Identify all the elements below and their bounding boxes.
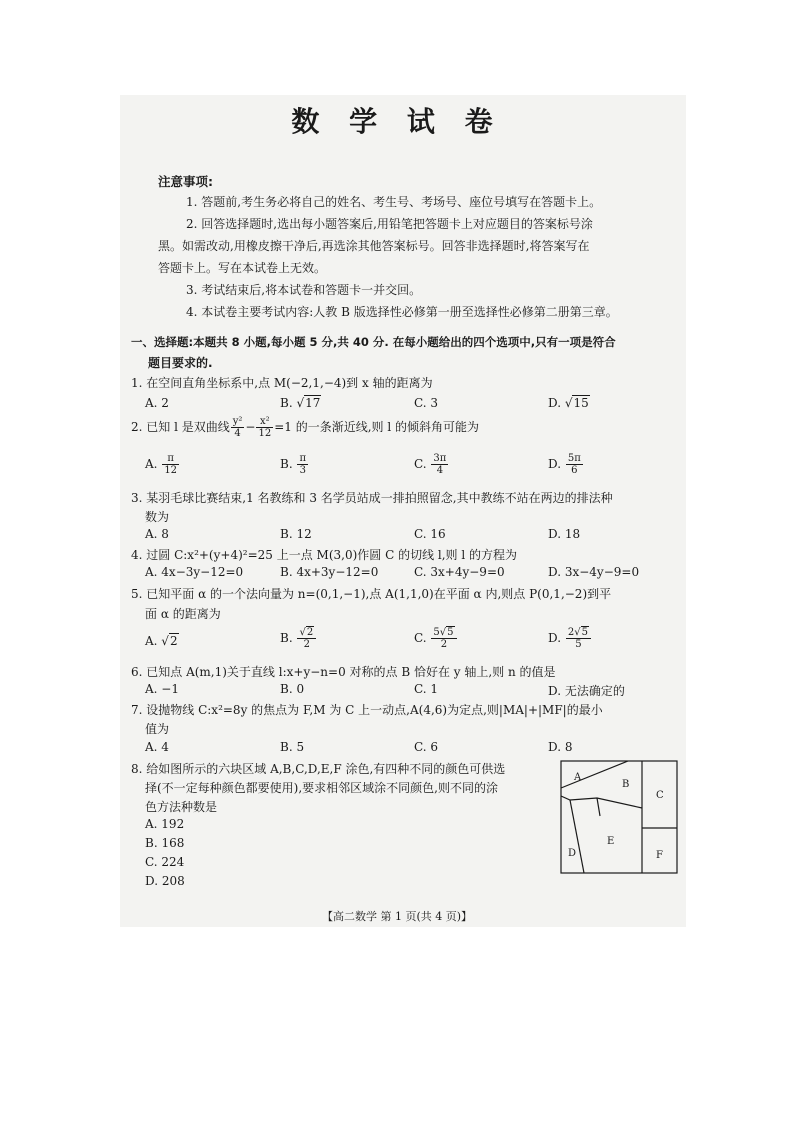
q2-option-d: D. $\frac{5\pi}{6}$ bbox=[548, 453, 581, 476]
question-4-stem: 4. 过圆 C:x²+(y+4)²=25 上一点 M(3,0)作圆 C 的切线 l,则 l 的方程为 bbox=[131, 548, 518, 562]
q2-option-b: B. $\frac{\pi}{3}$ bbox=[280, 453, 307, 476]
notice-item-2-line3: 答题卡上。写在本试卷上无效。 bbox=[158, 261, 327, 275]
q6-option-a: A. −1 bbox=[145, 682, 179, 696]
question-3-stem-line1: 3. 某羽毛球比赛结束,1 名教练和 3 名学员站成一排拍照留念,其中教练不站在两边的排法种 bbox=[131, 491, 613, 505]
notice-item-4: 4. 本试卷主要考试内容:人教 B 版选择性必修第一册至选择性必修第二册第三章。 bbox=[186, 305, 618, 319]
q8-option-c: C. 224 bbox=[145, 855, 185, 869]
figure-label-b: B bbox=[622, 779, 630, 790]
region-figure bbox=[560, 760, 680, 880]
q2-option-a: A. $\frac{\pi}{12}$ bbox=[145, 453, 178, 476]
question-8-stem-line2: 择(不一定每种颜色都要使用),要求相邻区域涂不同颜色,则不同的涂 bbox=[145, 781, 498, 795]
question-6-stem: 6. 已知点 A(m,1)关于直线 l:x+y−n=0 对称的点 B 恰好在 y 轴上,则 n 的值是 bbox=[131, 665, 556, 679]
q2-option-c: C. $\frac{3\pi}{4}$ bbox=[414, 453, 447, 476]
notice-heading: 注意事项: bbox=[158, 174, 213, 189]
question-5-stem-line1: 5. 已知平面 α 的一个法向量为 n=(0,1,−1),点 A(1,1,0)在平面 α 内,则点 P(0,1,−2)到平 bbox=[131, 587, 612, 601]
question-5-stem-line2: 面 α 的距离为 bbox=[145, 607, 221, 621]
q1-option-b: B. √17 bbox=[280, 396, 321, 410]
question-8-stem-line1: 8. 给如图所示的六块区域 A,B,C,D,E,F 涂色,有四种不同的颜色可供选 bbox=[131, 762, 506, 776]
q4-option-a: A. 4x−3y−12=0 bbox=[145, 565, 244, 579]
q7-option-a: A. 4 bbox=[145, 740, 169, 754]
notice-item-3: 3. 考试结束后,将本试卷和答题卡一并交回。 bbox=[186, 283, 422, 297]
notice-item-2-line1: 2. 回答选择题时,选出每小题答案后,用铅笔把答题卡上对应题目的答案标号涂 bbox=[186, 217, 593, 231]
q3-option-b: B. 12 bbox=[280, 527, 312, 541]
q4-option-b: B. 4x+3y−12=0 bbox=[280, 565, 379, 579]
figure-label-a: A bbox=[574, 772, 582, 783]
q7-option-c: C. 6 bbox=[414, 740, 439, 754]
q4-option-d: D. 3x−4y−9=0 bbox=[548, 565, 640, 579]
q7-option-d: D. 8 bbox=[548, 740, 573, 754]
question-1-stem: 1. 在空间直角坐标系中,点 M(−2,1,−4)到 x 轴的距离为 bbox=[131, 376, 433, 390]
section-heading-line1: 一、选择题:本题共 8 小题,每小题 5 分,共 40 分. 在每小题给出的四个选项中,只有一项是符合 bbox=[131, 335, 616, 349]
q8-option-d: D. 208 bbox=[145, 874, 185, 888]
figure-label-d: D bbox=[568, 848, 577, 859]
q8-option-b: B. 168 bbox=[145, 836, 185, 850]
section-heading-line2: 题目要求的. bbox=[148, 356, 213, 370]
q1-option-c: C. 3 bbox=[414, 396, 439, 410]
page-title: 数 学 试 卷 bbox=[291, 105, 503, 138]
q6-option-d: D. 无法确定的 bbox=[548, 684, 625, 698]
q4-option-c: C. 3x+4y−9=0 bbox=[414, 565, 505, 579]
q5-option-d: D. $\frac{2√5}{5}$ bbox=[548, 627, 592, 650]
q1-option-d: D. √15 bbox=[548, 396, 589, 410]
q7-option-b: B. 5 bbox=[280, 740, 305, 754]
figure-label-e: E bbox=[607, 836, 615, 847]
page-footer: 【高二数学 第 1 页(共 4 页)】 bbox=[321, 910, 473, 923]
q3-option-a: A. 8 bbox=[145, 527, 169, 541]
q5-option-a: A. √2 bbox=[145, 634, 178, 648]
q5-option-c: C. $\frac{5√5}{2}$ bbox=[414, 627, 458, 650]
q6-option-c: C. 1 bbox=[414, 682, 439, 696]
q3-option-c: C. 16 bbox=[414, 527, 446, 541]
figure-label-c: C bbox=[656, 790, 664, 801]
q8-option-a: A. 192 bbox=[145, 817, 185, 831]
q6-option-b: B. 0 bbox=[280, 682, 305, 696]
question-7-stem-line2: 值为 bbox=[145, 722, 170, 736]
notice-item-1: 1. 答题前,考生务必将自己的姓名、考生号、考场号、座位号填写在答题卡上。 bbox=[186, 195, 602, 209]
notice-item-2-line2: 黑。如需改动,用橡皮擦干净后,再选涂其他答案标号。回答非选择题时,将答案写在 bbox=[158, 239, 590, 253]
q1-option-a: A. 2 bbox=[145, 396, 169, 410]
question-7-stem-line1: 7. 设抛物线 C:x²=8y 的焦点为 F,M 为 C 上一动点,A(4,6)为定点,则|MA|+|MF|的最小 bbox=[131, 703, 603, 717]
question-3-stem-line2: 数为 bbox=[145, 510, 170, 524]
q5-option-b: B. $\frac{√2}{2}$ bbox=[280, 627, 317, 650]
q3-option-d: D. 18 bbox=[548, 527, 581, 541]
figure-label-f: F bbox=[656, 850, 663, 861]
question-2-stem: 2. 已知 l 是双曲线 $\frac{\text{y²}}{4}$ − $\frac{\text{x²}}{12}$ =1 的一条渐近线,则 l 的倾斜角可能为 bbox=[131, 416, 479, 439]
question-8-stem-line3: 色方法种数是 bbox=[145, 800, 218, 814]
